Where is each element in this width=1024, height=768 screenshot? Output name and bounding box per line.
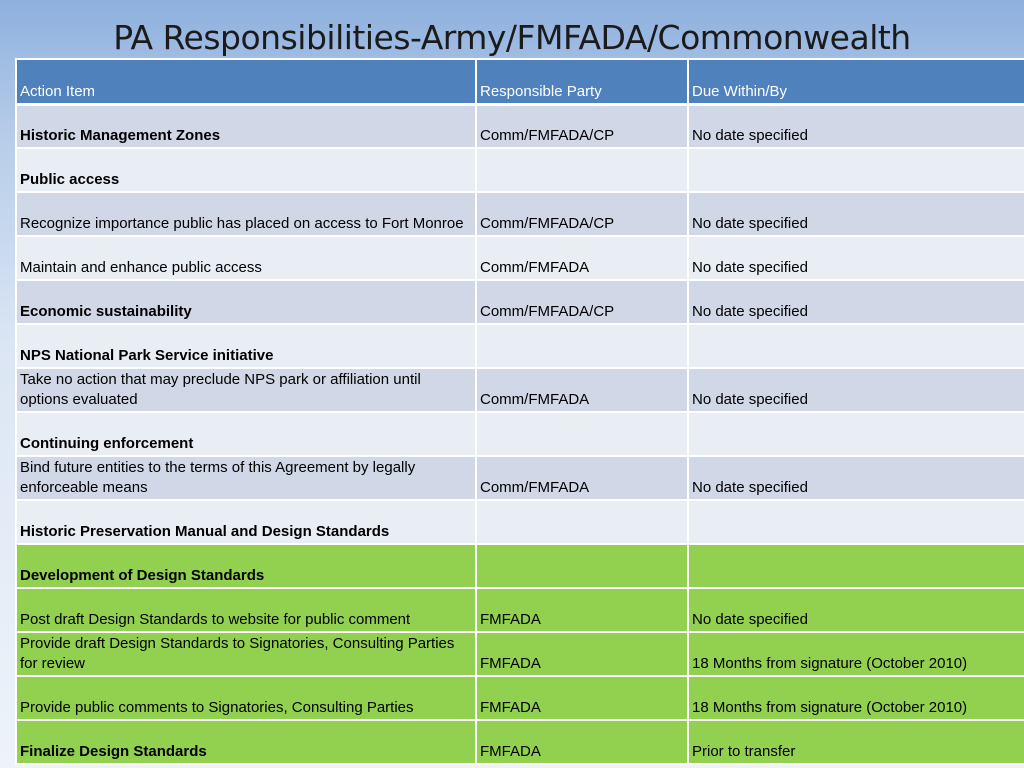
due-within-cell: [688, 148, 1024, 192]
responsibilities-table: [15, 58, 1024, 765]
due-within-cell: No date specified: [688, 456, 1024, 500]
responsible-party-cell: Comm/FMFADA/CP: [476, 104, 688, 148]
table-row: [16, 676, 1024, 720]
table-header-row: [16, 59, 1024, 104]
responsible-party-cell: Comm/FMFADA/CP: [476, 280, 688, 324]
action-item-cell: Economic sustainability: [16, 280, 476, 324]
action-item-cell: Bind future entities to the terms of this Agreement by legally enforceable means: [16, 456, 476, 500]
table-row: [16, 192, 1024, 236]
table-row: [16, 324, 1024, 368]
due-within-cell: 18 Months from signature (October 2010): [688, 632, 1024, 676]
responsible-party-cell: FMFADA: [476, 720, 688, 764]
responsible-party-cell: [476, 324, 688, 368]
responsible-party-cell: FMFADA: [476, 632, 688, 676]
table-row: [16, 720, 1024, 764]
table-row: [16, 280, 1024, 324]
action-item-cell: Development of Design Standards: [16, 544, 476, 588]
table-row: [16, 500, 1024, 544]
action-item-cell: Continuing enforcement: [16, 412, 476, 456]
action-item-cell: Provide draft Design Standards to Signatories, Consulting Parties for review: [16, 632, 476, 676]
action-item-cell: NPS National Park Service initiative: [16, 324, 476, 368]
responsible-party-cell: [476, 412, 688, 456]
responsible-party-cell: [476, 544, 688, 588]
action-item-cell: Historic Management Zones: [16, 104, 476, 148]
action-item-cell: Recognize importance public has placed on access to Fort Monroe: [16, 192, 476, 236]
header-action-item: Action Item: [16, 59, 476, 104]
header-responsible-party: Responsible Party: [476, 59, 688, 104]
responsible-party-cell: [476, 500, 688, 544]
due-within-cell: [688, 412, 1024, 456]
table-row: [16, 148, 1024, 192]
page-title: PA Responsibilities-Army/FMFADA/Commonwealth: [113, 18, 911, 57]
action-item-cell: Historic Preservation Manual and Design Standards: [16, 500, 476, 544]
responsible-party-cell: [476, 148, 688, 192]
table-row: [16, 236, 1024, 280]
due-within-cell: 18 Months from signature (October 2010): [688, 676, 1024, 720]
due-within-cell: No date specified: [688, 192, 1024, 236]
action-item-cell: Take no action that may preclude NPS park or affiliation until options evaluated: [16, 368, 476, 412]
due-within-cell: [688, 324, 1024, 368]
table-row: [16, 632, 1024, 676]
due-within-cell: [688, 544, 1024, 588]
table-body: [16, 104, 1024, 764]
table-row: [16, 456, 1024, 500]
header-due-within: Due Within/By: [688, 59, 1024, 104]
due-within-cell: No date specified: [688, 236, 1024, 280]
due-within-cell: No date specified: [688, 368, 1024, 412]
responsible-party-cell: FMFADA: [476, 676, 688, 720]
table-row: [16, 104, 1024, 148]
responsible-party-cell: Comm/FMFADA: [476, 368, 688, 412]
action-item-cell: Provide public comments to Signatories, Consulting Parties: [16, 676, 476, 720]
due-within-cell: [688, 500, 1024, 544]
due-within-cell: No date specified: [688, 280, 1024, 324]
responsible-party-cell: Comm/FMFADA: [476, 456, 688, 500]
table-row: [16, 544, 1024, 588]
responsible-party-cell: FMFADA: [476, 588, 688, 632]
action-item-cell: Maintain and enhance public access: [16, 236, 476, 280]
due-within-cell: No date specified: [688, 588, 1024, 632]
table-row: [16, 368, 1024, 412]
table-row: [16, 588, 1024, 632]
action-item-cell: Finalize Design Standards: [16, 720, 476, 764]
action-item-cell: Post draft Design Standards to website for public comment: [16, 588, 476, 632]
due-within-cell: No date specified: [688, 104, 1024, 148]
responsible-party-cell: Comm/FMFADA: [476, 236, 688, 280]
due-within-cell: Prior to transfer: [688, 720, 1024, 764]
responsible-party-cell: Comm/FMFADA/CP: [476, 192, 688, 236]
action-item-cell: Public access: [16, 148, 476, 192]
table-row: [16, 412, 1024, 456]
